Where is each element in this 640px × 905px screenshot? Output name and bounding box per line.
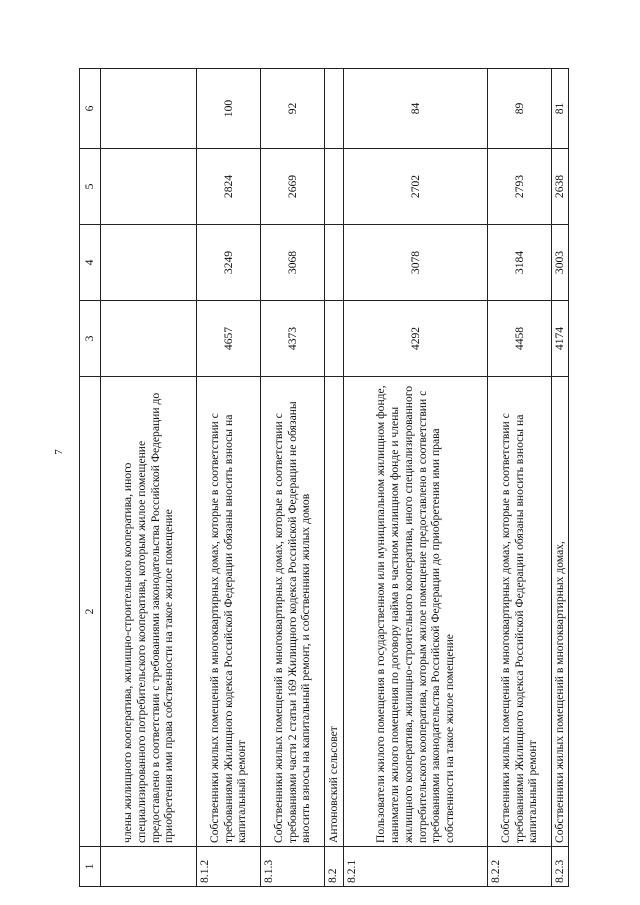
row-value-col-3 [325,301,344,377]
row-value-col-3 [101,301,197,377]
row-value-col-5 [101,149,197,225]
row-code [101,847,197,887]
header-col-4: 4 [80,225,101,301]
row-description: члены жилищного кооператива, жилищно-строительного кооператива, иного специализированного потребительского кооператива, которым жилое помещение предоставлено в соответствии с требованиями законодательства Российской Федерации до приобретения ими права собственности на такое жилое помещение [101,377,197,847]
row-value-col-4: 3003 [552,225,569,301]
row-value-col-3: 4174 [552,301,569,377]
row-code: 8.1.3 [261,847,325,887]
row-value-col-5: 2702 [344,149,488,225]
row-description: Собственники жилых помещений в многоквартирных домах, [552,377,569,847]
row-value-col-3: 4458 [488,301,552,377]
table-row [488,69,552,887]
row-description: Собственники жилых помещений в многоквартирных домах, которые в соответствии с требованиями Жилищного кодекса Российской Федерации обязаны вносить взносы на капитальный ремонт [488,377,552,847]
row-value-col-5: 2824 [197,149,261,225]
row-value-col-5: 2793 [488,149,552,225]
page-number: 7 [52,449,65,455]
row-value-col-4: 3078 [344,225,488,301]
row-code: 8.2.2 [488,847,552,887]
section-title: Антоновский сельсовет [325,377,344,847]
row-value-col-4: 3184 [488,225,552,301]
row-value-col-6: 100 [197,69,261,149]
row-code: 8.1.2 [197,847,261,887]
row-value-col-5 [325,149,344,225]
row-description: Собственники жилых помещений в многоквартирных домах, которые в соответствии с требованиями Жилищного кодекса Российской Федерации обязаны вносить взносы на капитальный ремонт [197,377,261,847]
row-code: 8.2.1 [344,847,488,887]
row-code: 8.2 [325,847,344,887]
row-code: 8.2.3 [552,847,569,887]
row-value-col-3: 4373 [261,301,325,377]
table-row [552,69,569,887]
row-description: Пользователи жилого помещения в государственном или муниципальном жилищном фонде, наниматели жилого помещения по договору найма в частном жилищном фонде и члены жилищного кооператива, жилищно-строительного кооператива, иного специализированного потребительского кооператива, которым жилое помещение предоставлено в соответствии с требованиями законодательства Российской Федерации до приобретения ими права собственности на такое жилое помещение [344,377,488,847]
row-value-col-3: 4292 [344,301,488,377]
tariff-table [79,68,569,887]
row-value-col-6 [325,69,344,149]
header-col-6: 6 [80,69,101,149]
row-description: Собственники жилых помещений в многоквартирных домах, которые в соответствии с требованиями части 2 статьи 169 Жилищного кодекса Российской Федерации не обязаны вносить взносы на капитальный ремонт, и собственники жилых домов [261,377,325,847]
row-value-col-6: 89 [488,69,552,149]
header-row [80,69,101,887]
header-col-5: 5 [80,149,101,225]
row-value-col-4: 3068 [261,225,325,301]
row-value-col-4 [101,225,197,301]
row-value-col-6: 81 [552,69,569,149]
row-value-col-6 [101,69,197,149]
header-col-2: 2 [80,377,101,847]
table-row [261,69,325,887]
row-value-col-4: 3249 [197,225,261,301]
table-row [101,69,197,887]
row-value-col-6: 84 [344,69,488,149]
table-row [344,69,488,887]
section-row [325,69,344,887]
rotated-page-content [79,69,566,887]
row-value-col-3: 4657 [197,301,261,377]
row-value-col-6: 92 [261,69,325,149]
table-row [197,69,261,887]
row-value-col-4 [325,225,344,301]
row-value-col-5: 2638 [552,149,569,225]
header-col-1: 1 [80,847,101,887]
header-col-3: 3 [80,301,101,377]
row-value-col-5: 2669 [261,149,325,225]
